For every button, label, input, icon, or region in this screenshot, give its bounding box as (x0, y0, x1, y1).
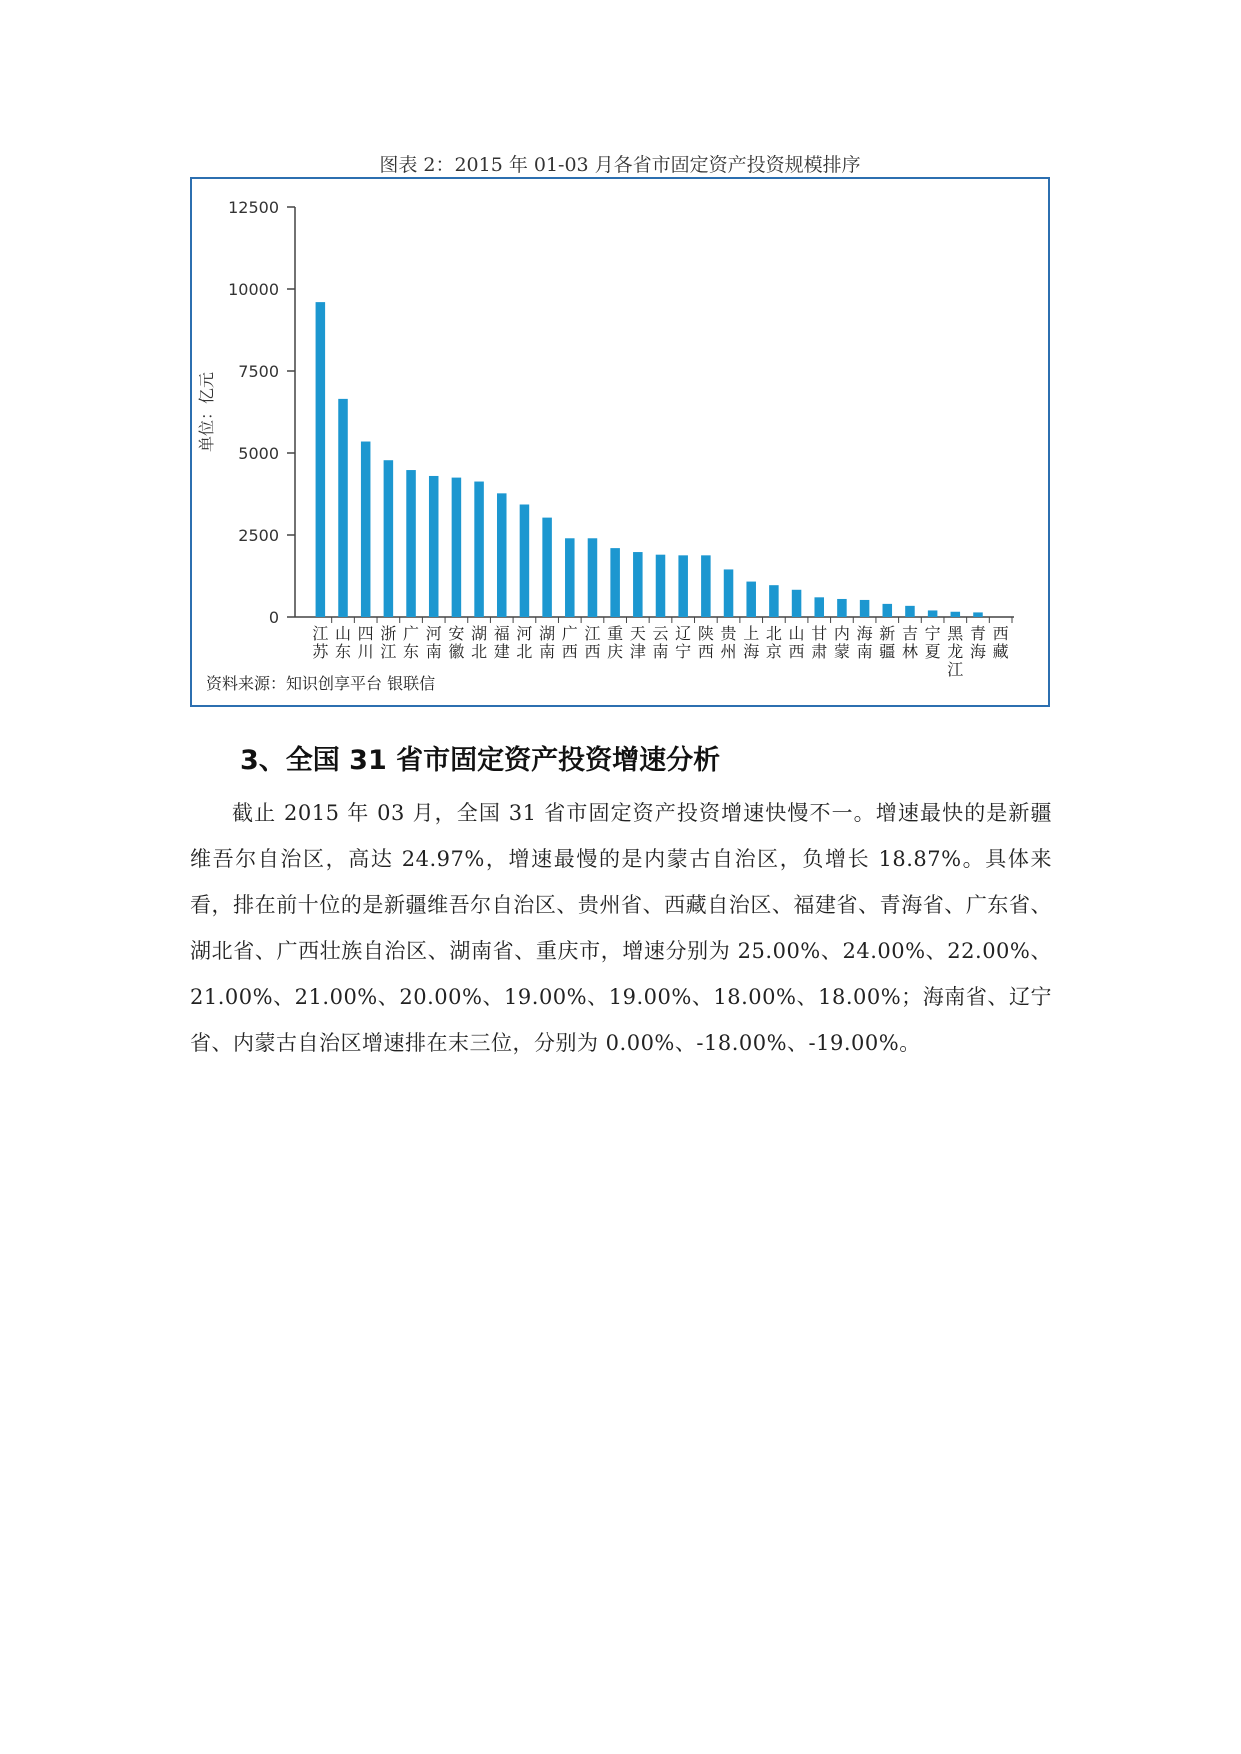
y-tick-label: 7500 (238, 362, 279, 381)
bar-贵州 (724, 569, 734, 617)
x-tick-label: 广东 (403, 624, 420, 661)
x-tick-label: 广西 (561, 624, 578, 661)
x-tick-label: 福建 (493, 624, 510, 661)
x-tick-label: 西藏 (992, 624, 1009, 661)
paragraph-text: 截止 2015 年 03 月，全国 31 省市固定资产投资增速快慢不一。增速最快的是新疆维吾尔自治区，高达 24.97%，增速最慢的是内蒙古自治区，负增长 18.87%。具体来看，排在前十位的是新疆维吾尔自治区、贵州省、西藏自治区、福建省、青海省、广东省、湖北省、广西壮族自治区、湖南省、重庆市，增速分别为 25.00%、24.00%、22.00%、21.00%、21.00%、20.00%、19.00%、19.00%、18.00%、18.00%；海南省、辽宁省、内蒙古自治区增速排在末三位，分别为 0.00%、-18.00%、-19.00%。 (190, 801, 1052, 1055)
x-tick-label: 辽宁 (675, 624, 692, 661)
bar-北京 (769, 585, 779, 617)
bar-宁夏 (928, 610, 938, 617)
bar-吉林 (905, 606, 915, 617)
x-tick-label: 新疆 (879, 624, 896, 661)
y-tick-label: 0 (268, 608, 279, 627)
bar-新疆 (883, 604, 893, 617)
y-axis-title: 单位：亿元 (197, 371, 216, 453)
x-tick-label: 上海 (743, 624, 760, 661)
x-tick-label: 浙江 (380, 624, 397, 661)
x-tick-label: 海南 (856, 624, 873, 661)
bar-山东 (338, 399, 348, 617)
bar-江西 (588, 538, 598, 617)
y-tick-label: 10000 (228, 280, 279, 299)
bar-浙江 (384, 460, 394, 617)
x-tick-label: 天津 (629, 624, 646, 661)
x-tick-label: 四川 (357, 624, 374, 661)
x-tick-label: 陕西 (697, 624, 714, 661)
x-tick-label: 重庆 (607, 624, 624, 661)
x-tick-label: 河南 (425, 624, 442, 661)
x-tick-label: 江苏 (312, 624, 329, 661)
x-tick-label: 青海 (969, 624, 986, 661)
section-heading: 3、全国 31 省市固定资产投资增速分析 (240, 745, 721, 776)
bar-上海 (746, 582, 756, 617)
bar-陕西 (701, 555, 711, 617)
bar-山西 (792, 590, 802, 617)
x-tick-label: 湖北 (471, 624, 488, 661)
y-tick-label: 12500 (228, 198, 279, 217)
bar-河北 (520, 504, 530, 617)
bar-重庆 (610, 548, 620, 617)
bar-福建 (497, 493, 507, 617)
bar-广东 (406, 470, 416, 617)
bar-海南 (860, 600, 870, 617)
x-tick-label: 北京 (765, 624, 782, 661)
bar-四川 (361, 442, 371, 617)
x-tick-label: 贵州 (720, 624, 737, 661)
x-tick-label: 江西 (584, 624, 601, 661)
source-note: 资料来源：知识创享平台 银联信 (206, 674, 436, 693)
x-tick-label: 黑龙江 (947, 624, 964, 679)
bar-青海 (973, 612, 983, 617)
figure-caption: 图表 2：2015 年 01-03 月各省市固定资产投资规模排序 (379, 154, 861, 176)
body-paragraph (190, 790, 1052, 1066)
x-tick-label: 湖南 (539, 624, 556, 661)
bar-湖北 (474, 482, 484, 617)
y-tick-label: 2500 (238, 526, 279, 545)
bar-江苏 (316, 302, 326, 617)
bar-辽宁 (678, 555, 688, 617)
bar-内蒙 (837, 599, 847, 617)
bar-云南 (656, 555, 666, 617)
bar-安徽 (452, 478, 462, 617)
bar-黑龙江 (951, 612, 961, 617)
x-tick-label: 吉林 (901, 624, 918, 661)
x-tick-label: 安徽 (448, 624, 465, 661)
chart-frame (190, 177, 1050, 707)
x-tick-label: 山西 (788, 624, 805, 661)
x-tick-label: 河北 (516, 624, 533, 661)
bar-湖南 (542, 518, 552, 617)
bar-广西 (565, 538, 575, 617)
x-tick-label: 宁夏 (924, 624, 941, 661)
x-tick-label: 甘肃 (811, 624, 828, 661)
y-tick-label: 5000 (238, 444, 279, 463)
bar-河南 (429, 476, 439, 617)
bar-甘肃 (814, 597, 824, 617)
bar-chart (192, 179, 1048, 705)
bar-天津 (633, 552, 643, 617)
x-tick-label: 山东 (335, 624, 352, 661)
x-tick-label: 内蒙 (833, 624, 850, 661)
x-tick-label: 云南 (652, 624, 669, 661)
